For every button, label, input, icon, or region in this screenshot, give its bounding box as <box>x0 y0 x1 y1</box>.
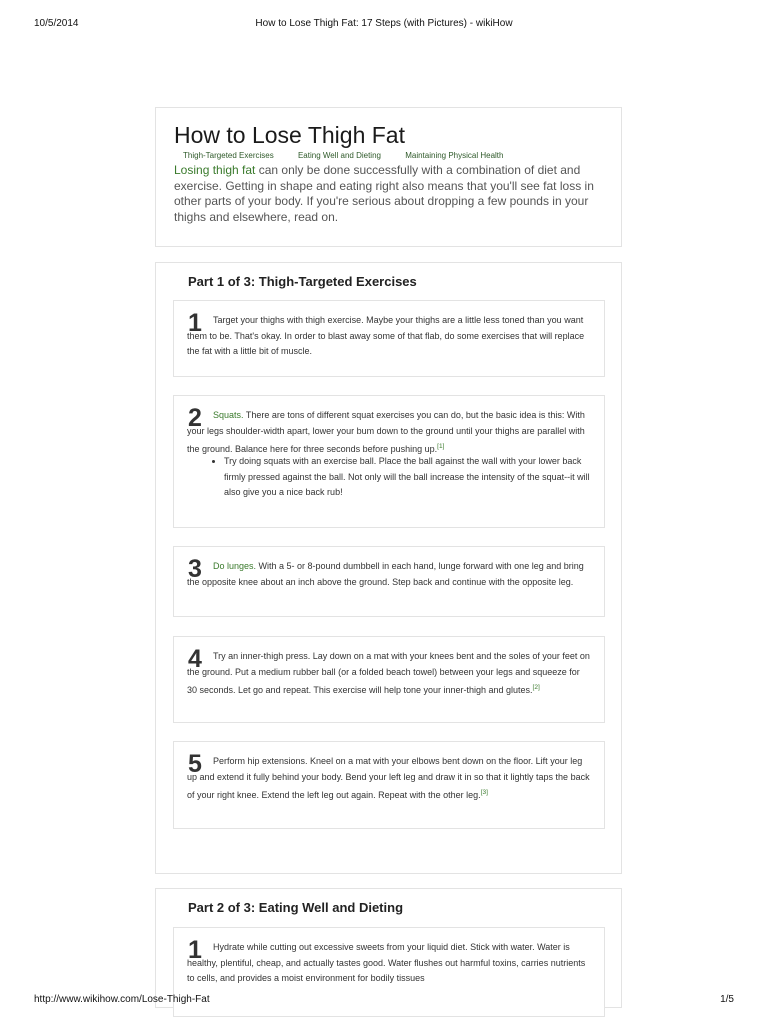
intro-paragraph <box>174 163 604 225</box>
step-card <box>173 546 605 617</box>
step-bullets <box>210 454 594 501</box>
intro-card <box>155 107 622 247</box>
print-footer <box>0 994 768 1008</box>
step-text <box>187 559 591 590</box>
step-text <box>187 313 591 360</box>
step-number: 4 <box>188 645 202 673</box>
step-number: 2 <box>188 404 202 432</box>
step-link[interactable]: Squats. <box>213 410 244 420</box>
step-text <box>187 649 591 699</box>
step-body: Perform hip extensions. Kneel on a mat with your elbows bent down on the floor. Lift your leg up and extend it fully behind your body. Bend your left leg and draw it in so that it lightly taps the back of your right knee. Extend the left leg out again. Repeat with the other leg. <box>187 756 590 800</box>
step-number: 1 <box>188 936 202 964</box>
print-date: 10/5/2014 <box>34 18 79 29</box>
reference-link[interactable]: [2] <box>532 684 540 691</box>
step-body: Try an inner-thigh press. Lay down on a mat with your knees bent and the soles of your feet on the ground. Put a medium rubber ball (or a folded beach towel) between your legs and squeeze for 30 seconds. Let go and repeat. This exercise will help tone your inner-thigh and glutes. <box>187 651 590 695</box>
step-body: There are tons of different squat exercises you can do, but the basic idea is this: With your legs shoulder-width apart, lower your bum down to the ground until your thighs are parallel with the ground. Balance here for three seconds before pushing up. <box>187 410 585 454</box>
part-heading: Part 2 of 3: Eating Well and Dieting <box>188 900 404 915</box>
bullet-item: • Try doing squats with an exercise ball. Place the ball against the wall with your lower back firmly pressed against the ball. Not only will the ball increase the intensity of the squat--it will also give you a nice back rub! <box>224 454 594 501</box>
reference-link[interactable]: [1] <box>437 443 445 450</box>
table-of-contents <box>183 151 525 160</box>
step-text <box>187 940 591 987</box>
print-page-number: 1/5 <box>720 994 734 1005</box>
step-text <box>187 408 591 458</box>
part-heading: Part 1 of 3: Thigh-Targeted Exercises <box>188 274 417 289</box>
step-body: Hydrate while cutting out excessive sweets from your liquid diet. Stick with water. Water is healthy, plentiful, cheap, and actually tastes good. Water flushes out harmful toxins, carries nutrients to cells, and provides a moist environment for bodily tissues <box>187 942 586 983</box>
step-link[interactable]: Do lunges. <box>213 561 257 571</box>
step-text <box>187 754 591 804</box>
part-1-section <box>155 262 622 874</box>
step-body: With a 5- or 8-pound dumbbell in each hand, lunge forward with one leg and bring the opposite knee about an inch above the ground. Step back and continue with the opposite leg. <box>187 561 584 587</box>
toc-link-maintaining-physical-health[interactable]: Maintaining Physical Health <box>405 151 504 160</box>
article-title: How to Lose Thigh Fat <box>174 122 405 148</box>
step-card <box>173 636 605 723</box>
reference-link[interactable]: [3] <box>480 789 488 796</box>
intro-text: can only be done successfully with a combination of diet and exercise. Getting in shape and eating right also means that you'll see fat loss in other parts of your body. If you're serious about dropping a few pounds in your thighs and elsewhere, read on. <box>174 163 594 224</box>
toc-link-thigh-targeted-exercises[interactable]: Thigh-Targeted Exercises <box>183 151 274 160</box>
toc-link-eating-well-and-dieting[interactable]: Eating Well and Dieting <box>297 151 381 160</box>
part-2-section <box>155 888 622 1008</box>
intro-link[interactable]: Losing thigh fat <box>174 163 256 177</box>
step-number: 5 <box>188 750 202 778</box>
step-number: 3 <box>188 555 202 583</box>
step-number: 1 <box>188 309 202 337</box>
print-header <box>0 18 768 32</box>
step-body: Target your thighs with thigh exercise. Maybe your thighs are a little less toned than you want them to be. That's okay. In order to blast away some of that flab, do some exercises that will replace the fat with a little bit of muscle. <box>187 315 585 356</box>
print-page-title: How to Lose Thigh Fat: 17 Steps (with Pictures) - wikiHow <box>255 18 513 29</box>
step-card <box>173 300 605 377</box>
print-url: http://www.wikihow.com/Lose-Thigh-Fat <box>34 994 210 1005</box>
step-card <box>173 741 605 829</box>
step-card <box>173 395 605 528</box>
